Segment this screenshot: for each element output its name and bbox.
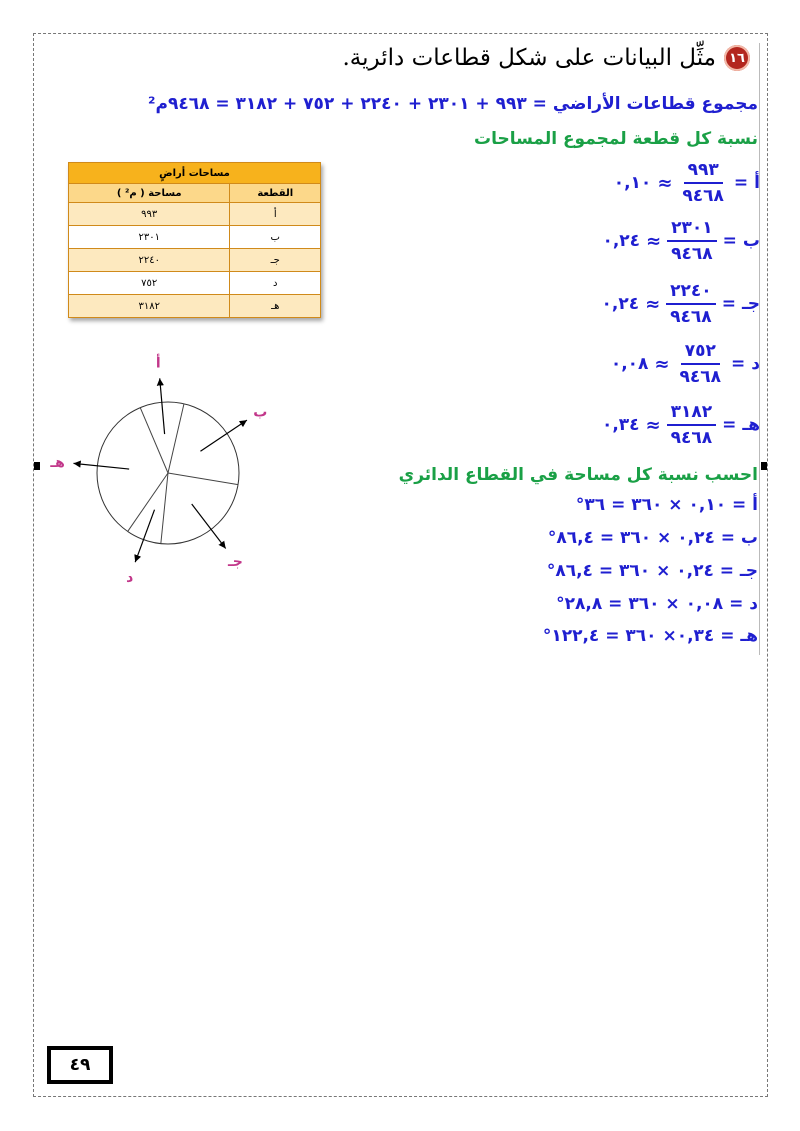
table-caption: مساحات أراضٍ bbox=[69, 163, 321, 184]
table-cell: جـ bbox=[230, 249, 321, 272]
fraction-denominator: ٩٤٦٨ bbox=[671, 244, 713, 264]
table-header: مساحة ( م² ) bbox=[69, 184, 230, 203]
ratio-heading: نسبة كل قطعة لمجموع المساحات bbox=[474, 129, 758, 149]
fraction bbox=[666, 281, 716, 327]
table-row bbox=[69, 226, 321, 249]
ratio-row: جـ = $\frac{٢٢٤٠}{٩٤٦٨}$ ≈ ٠,٢٤ bbox=[601, 281, 760, 327]
fraction-denominator: ٩٤٦٨ bbox=[682, 186, 724, 206]
angle-row: أ = ٠,١٠ × ٣٦٠ = ٣٦° bbox=[575, 495, 758, 515]
approx-icon: ≈ bbox=[657, 172, 673, 194]
slice-label: ب bbox=[253, 404, 268, 421]
table-cell: أ bbox=[230, 203, 321, 226]
table-cell: ب bbox=[230, 226, 321, 249]
fraction bbox=[676, 341, 726, 387]
table-row bbox=[69, 249, 321, 272]
ratio-value: ٠,٢٤ bbox=[601, 294, 640, 314]
slice-label: هـ bbox=[50, 454, 65, 471]
ratio-value: ٠,٠٨ bbox=[610, 354, 649, 374]
table-cell: هـ bbox=[230, 295, 321, 318]
sum-line: مجموع قطاعات الأراضي = ٩٩٣ + ٢٣٠١ + ٢٢٤٠ + ٧٥٢ + ٣١٨٢ = ٩٤٦٨م² bbox=[148, 94, 758, 114]
crop-mark-right bbox=[761, 462, 767, 470]
table-header: القطعة bbox=[230, 184, 321, 203]
fraction bbox=[667, 218, 717, 264]
table-cell: ٣١٨٢ bbox=[69, 295, 230, 318]
question-number-badge: ١٦ bbox=[724, 45, 750, 71]
fraction-denominator: ٩٤٦٨ bbox=[679, 367, 722, 387]
fraction-denominator: ٩٤٦٨ bbox=[670, 307, 712, 327]
ratio-row: د = $\frac{٧٥٢}{٩٤٦٨}$ ≈ ٠,٠٨ bbox=[610, 341, 760, 387]
ratio-label: ب bbox=[742, 231, 760, 251]
ratio-value: ٠,٣٤ bbox=[601, 415, 640, 435]
approx-icon: ≈ bbox=[645, 293, 661, 315]
ratio-label: جـ bbox=[741, 294, 760, 314]
fraction-numerator: ٧٥٢ bbox=[681, 341, 720, 365]
table-row bbox=[69, 295, 321, 318]
ratio-row: ب = $\frac{٢٣٠١}{٩٤٦٨}$ ≈ ٠,٢٤ bbox=[602, 218, 760, 264]
slice-label: أ bbox=[155, 355, 161, 372]
fraction-numerator: ٣١٨٢ bbox=[667, 402, 717, 426]
approx-icon: ≈ bbox=[645, 414, 661, 436]
ratio-label: أ bbox=[754, 173, 760, 193]
slice-label: جـ bbox=[227, 554, 243, 571]
angle-row: ب = ٠,٢٤ × ٣٦٠ = ٨٦,٤° bbox=[547, 528, 758, 548]
table-row bbox=[69, 272, 321, 295]
ratio-label: هـ bbox=[742, 415, 760, 435]
ratio-row: هـ = $\frac{٣١٨٢}{٩٤٦٨}$ ≈ ٠,٣٤ bbox=[601, 402, 760, 448]
pie-chart bbox=[40, 348, 300, 588]
table-cell: ٢٢٤٠ bbox=[69, 249, 230, 272]
table-cell: ٢٣٠١ bbox=[69, 226, 230, 249]
fraction-numerator: ٩٩٣ bbox=[684, 160, 723, 184]
angle-row: هـ = ٠,٣٤× ٣٦٠ = ١٢٢,٤° bbox=[542, 626, 758, 646]
angle-row: د = ٠,٠٨ × ٣٦٠ = ٢٨,٨° bbox=[556, 594, 758, 614]
fraction bbox=[667, 402, 717, 448]
angle-row: جـ = ٠,٢٤ × ٣٦٠ = ٨٦,٤° bbox=[546, 561, 758, 581]
table-cell: د bbox=[230, 272, 321, 295]
land-areas-table bbox=[68, 162, 321, 318]
ratio-value: ٠,١٠ bbox=[613, 173, 652, 193]
fraction-numerator: ٢٣٠١ bbox=[667, 218, 717, 242]
ratio-value: ٠,٢٤ bbox=[602, 231, 641, 251]
fraction-denominator: ٩٤٦٨ bbox=[670, 428, 713, 448]
fraction-numerator: ٢٢٤٠ bbox=[666, 281, 716, 305]
fraction bbox=[678, 160, 728, 206]
approx-icon: ≈ bbox=[646, 230, 662, 252]
ratio-row: أ = $\frac{٩٩٣}{٩٤٦٨}$ ≈ ٠,١٠ bbox=[613, 160, 760, 206]
table-cell: ٩٩٣ bbox=[69, 203, 230, 226]
page-number: ٤٩ bbox=[47, 1046, 113, 1084]
approx-icon: ≈ bbox=[654, 353, 670, 375]
angle-heading: احسب نسبة كل مساحة في القطاع الدائري bbox=[398, 465, 758, 485]
ratio-label: د bbox=[751, 354, 760, 374]
slice-label: د bbox=[126, 570, 134, 587]
table-row bbox=[69, 203, 321, 226]
question-text: مثِّل البيانات على شكل قطاعات دائرية. bbox=[342, 45, 716, 71]
question-title bbox=[342, 45, 750, 71]
table-cell: ٧٥٢ bbox=[69, 272, 230, 295]
